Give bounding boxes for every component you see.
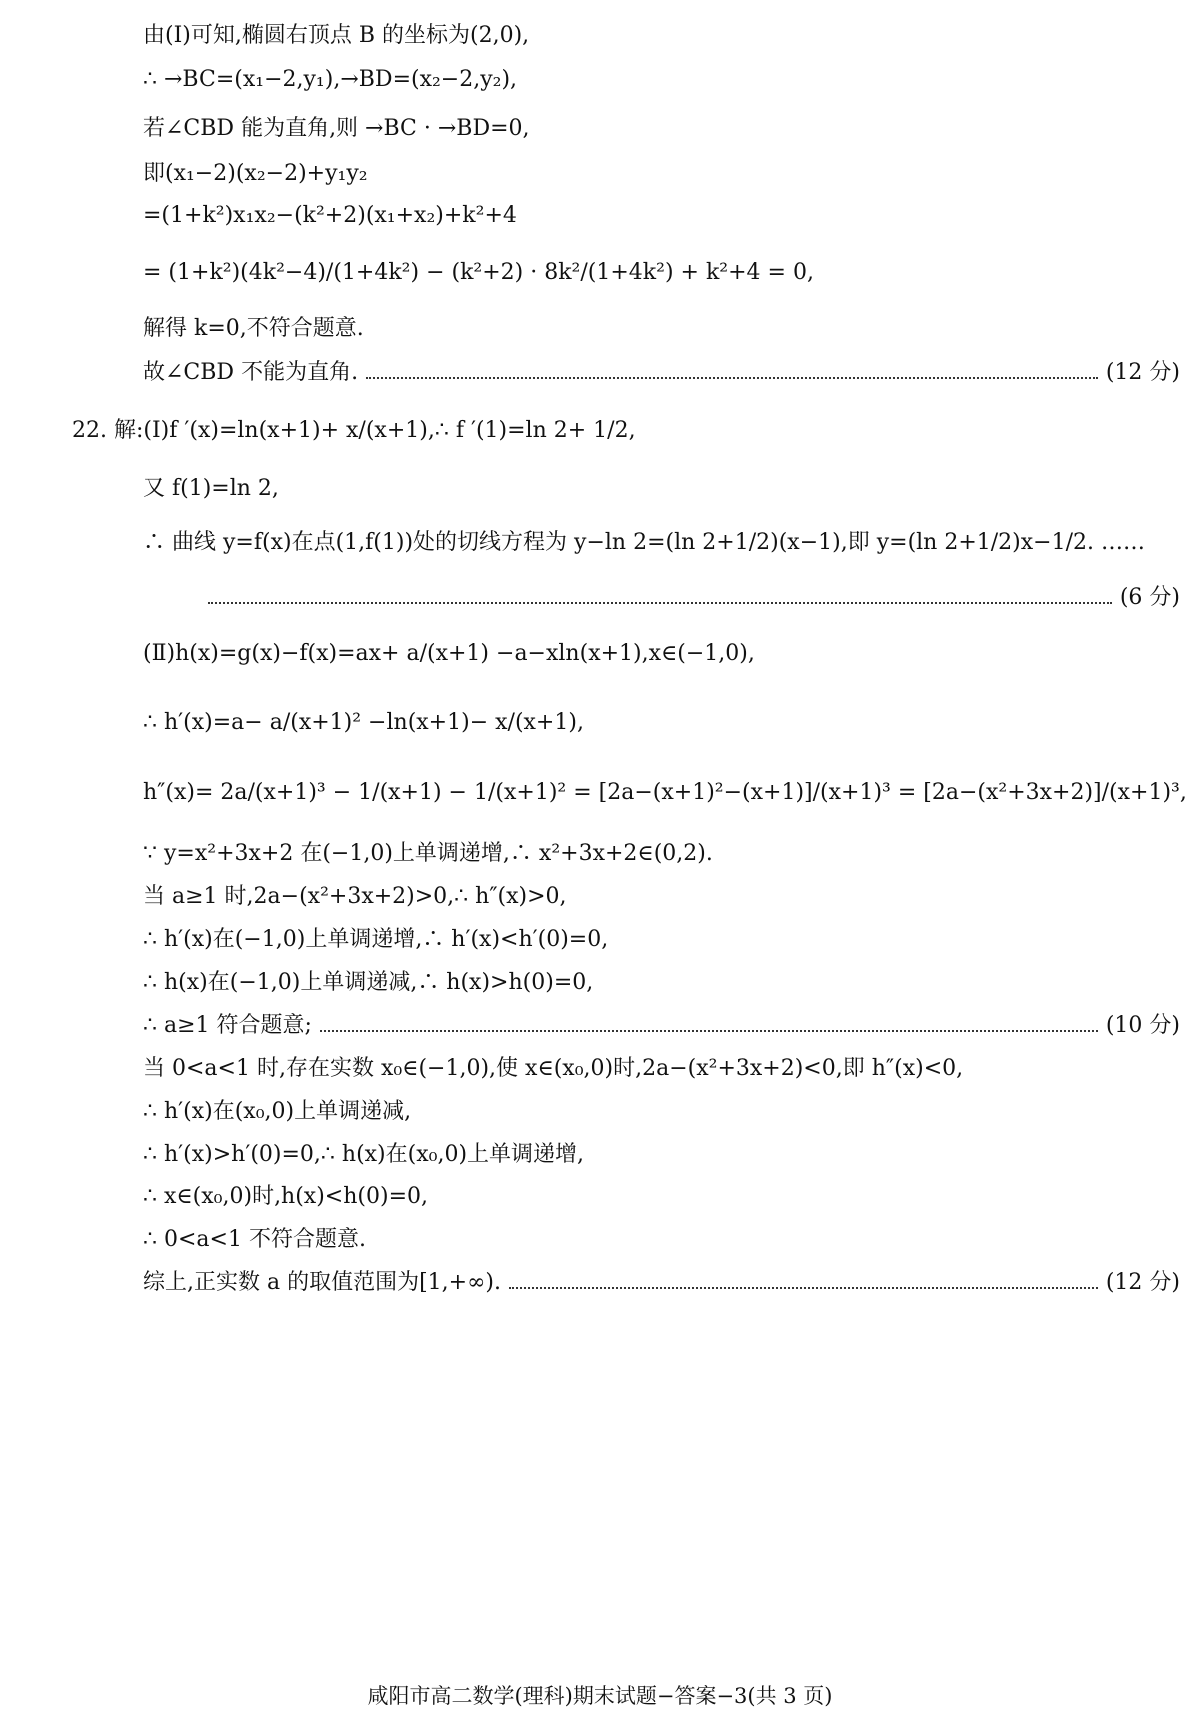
formula-line: (Ⅱ)h(x)=g(x)−f(x)=ax+ a/(x+1) −a−xln(x+1),x∈(−1,0), [143,641,755,666]
leader-dots [509,1287,1098,1289]
text-line: ∴ a≥1 符合题意; [143,1013,312,1038]
formula-line: = (1+k²)(4k²−4)/(1+4k²) − (k²+2) · 8k²/(1+4k²) + k²+4 = 0, [143,260,814,285]
leader-dots [208,602,1112,604]
text-line: 即(x₁−2)(x₂−2)+y₁y₂ [143,161,368,186]
text-line: 若∠CBD 能为直角,则 →BC · →BD=0, [143,116,530,141]
text-line: ∵ y=x²+3x+2 在(−1,0)上单调递增,∴ x²+3x+2∈(0,2). [143,841,713,866]
text-line: ∴ h′(x)在(x₀,0)上单调递减, [143,1099,412,1124]
text-line: =(1+k²)x₁x₂−(k²+2)(x₁+x₂)+k²+4 [143,203,517,228]
text-line: 解得 k=0,不符合题意. [143,316,364,341]
text-line: 当 0<a<1 时,存在实数 x₀∈(−1,0),使 x∈(x₀,0)时,2a−(x²+3x+2)<0,即 h″(x)<0, [143,1056,964,1081]
score-mark: (10 分) [1105,1013,1180,1038]
score-mark: (12 分) [1105,1270,1180,1295]
text-line: ∴ h(x)在(−1,0)上单调递减,∴ h(x)>h(0)=0, [143,970,594,995]
score-mark: (6 分) [1119,585,1180,610]
text-line: 故∠CBD 不能为直角. [143,360,359,385]
leader-dots [366,377,1098,379]
score-mark: (12 分) [1105,360,1180,385]
problem-22-line: 22. 解:(Ⅰ)f ′(x)=ln(x+1)+ x/(x+1),∴ f ′(1)=ln 2+ 1/2, [72,418,636,443]
formula-line: ∴ 曲线 y=f(x)在点(1,f(1))处的切线方程为 y−ln 2=(ln 2+1/2)(x−1),即 y=(ln 2+1/2)x−1/2. …… [143,530,1145,555]
text-line: 综上,正实数 a 的取值范围为[1,+∞). [143,1270,502,1295]
page-footer: 咸阳市高二数学(理科)期末试题−答案−3(共 3 页) [367,1684,833,1708]
text-line: 当 a≥1 时,2a−(x²+3x+2)>0,∴ h″(x)>0, [143,884,567,909]
formula-line: h″(x)= 2a/(x+1)³ − 1/(x+1) − 1/(x+1)² = [2a−(x+1)²−(x+1)]/(x+1)³ = [2a−(x²+3x+2)]/(x+1)³, [143,780,1187,805]
text-line: ∴ h′(x)在(−1,0)上单调递增,∴ h′(x)<h′(0)=0, [143,927,609,952]
text-line: ∴ h′(x)>h′(0)=0,∴ h(x)在(x₀,0)上单调递增, [143,1142,585,1167]
text-line: 由(Ⅰ)可知,椭圆右顶点 B 的坐标为(2,0), [143,23,530,48]
text-line: ∴ x∈(x₀,0)时,h(x)<h(0)=0, [143,1184,428,1209]
text-line: ∴ 0<a<1 不符合题意. [143,1227,366,1252]
text-line: 又 f(1)=ln 2, [143,476,279,501]
text-line: ∴ →BC=(x₁−2,y₁),→BD=(x₂−2,y₂), [143,67,518,92]
leader-dots [320,1030,1098,1032]
formula-line: ∴ h′(x)=a− a/(x+1)² −ln(x+1)− x/(x+1), [143,710,584,735]
